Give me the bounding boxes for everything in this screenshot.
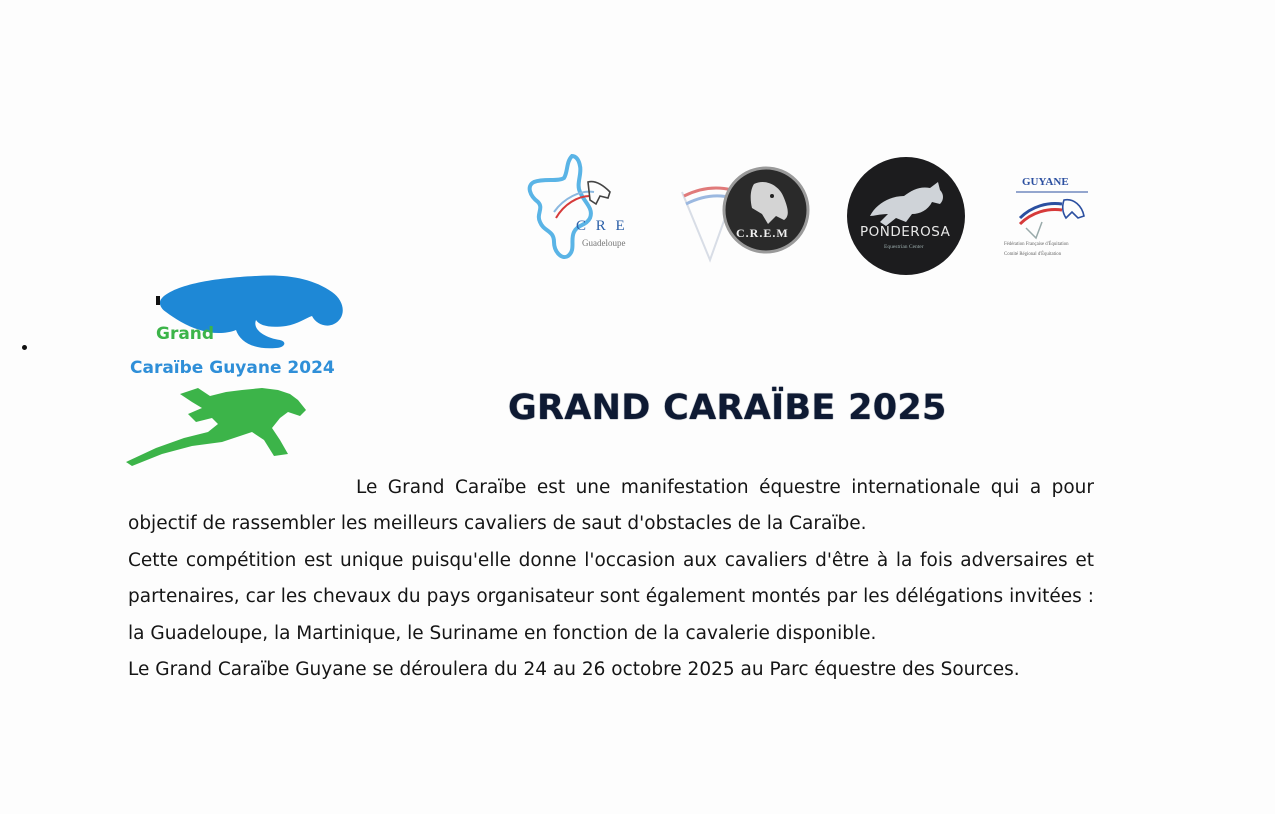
guyane-logo-label: GUYANE — [1022, 176, 1069, 188]
crem-logo-label: C.R.E.M — [736, 226, 789, 240]
horse-head-circle-icon — [680, 160, 810, 268]
guyane-ffe-logo — [1002, 174, 1102, 266]
cre-logo-sublabel: Guadeloupe — [582, 238, 626, 248]
page-title: GRAND CARAÏBE 2025 — [508, 388, 947, 428]
event-logo-line2: Caraïbe Guyane 2024 — [130, 358, 335, 378]
paragraph-intro: Le Grand Caraïbe est une manifestation équestre internationale qui a pour objectif de rassembler les meilleurs cavaliers de saut d'obstacles de la Caraïbe. — [128, 477, 1094, 535]
event-description — [128, 470, 1094, 688]
crem-logo — [680, 160, 810, 268]
cre-logo-label: C R E — [576, 218, 628, 234]
green-jumping-horse-icon — [122, 386, 322, 470]
paragraph-dates: Le Grand Caraïbe Guyane se déroulera du 24 au 26 octobre 2025 au Parc équestre des Sources. — [128, 659, 1020, 681]
guyane-logo-sublabel-1: Fédération Française d'Équitation — [1004, 242, 1069, 247]
ponderosa-logo-sublabel: Equestrian Center — [884, 244, 924, 250]
event-logo-line1: Grand — [156, 324, 215, 344]
paragraph-competition: Cette compétition est unique puisqu'elle donne l'occasion aux cavaliers d'être à la fois adversaires et partenaires, car les chevaux du pays organisateur sont également montés par les délégations invitées : la Guadeloupe, la Martinique, le Suriname en fonction de la cavalerie disponible. — [128, 549, 1094, 644]
jumping-horse-icon — [846, 156, 966, 276]
cre-guadeloupe-logo — [524, 152, 648, 264]
ponderosa-logo — [846, 156, 966, 276]
guyane-logo-sublabel-2: Comité Régional d'Équitation — [1004, 252, 1062, 257]
grand-caraibe-2024-logo — [118, 268, 348, 474]
scan-speck — [22, 345, 27, 350]
ponderosa-logo-label: PONDEROSA — [860, 224, 951, 240]
